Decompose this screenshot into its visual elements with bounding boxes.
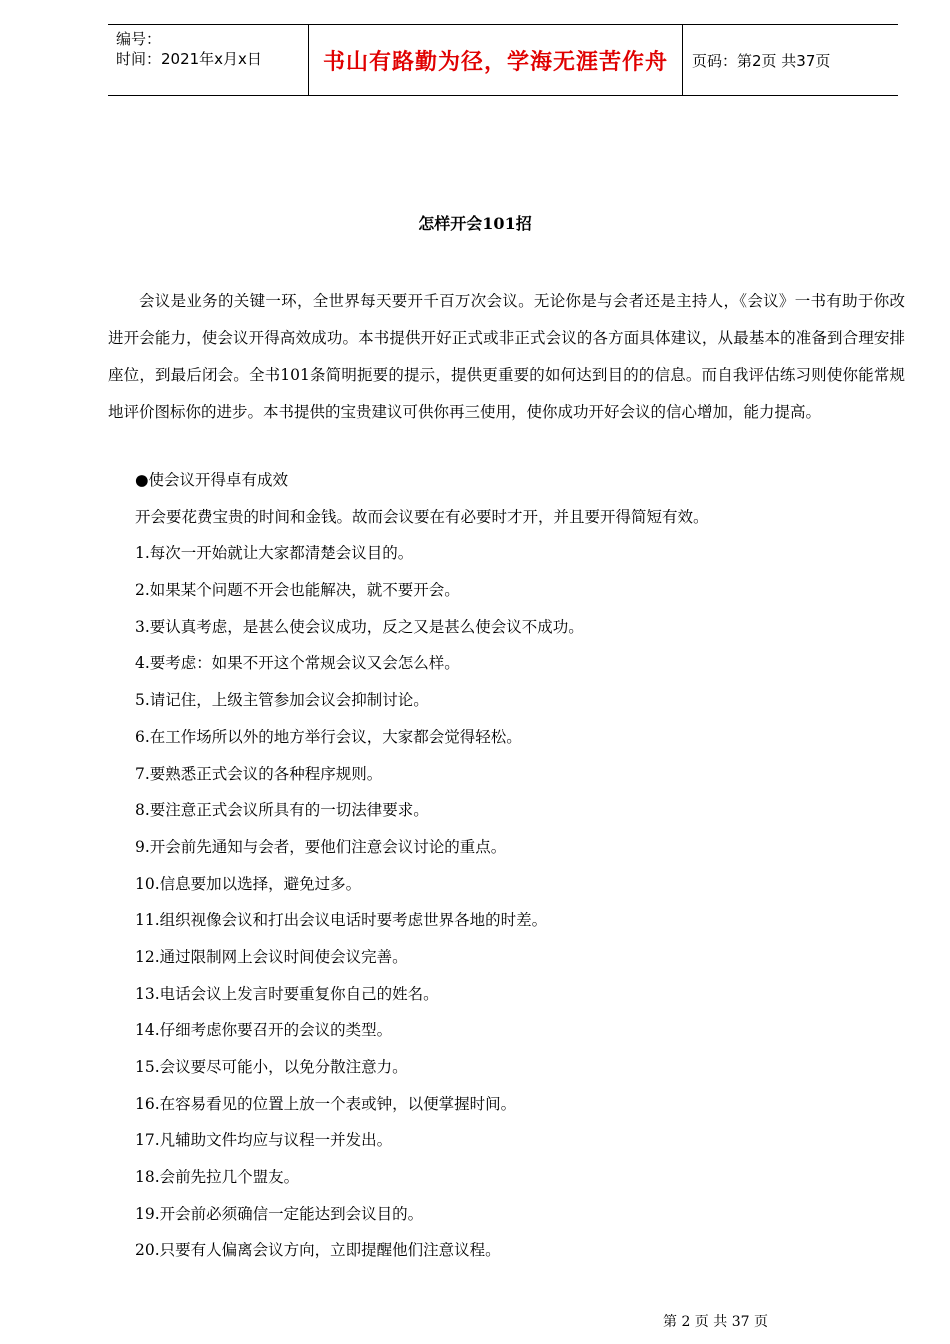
list-item: 2.如果某个问题不开会也能解决，就不要开会。 (135, 581, 460, 599)
list-item: 20.只要有人偏离会议方向，立即提醒他们注意议程。 (135, 1241, 501, 1259)
list-item: 1.每次一开始就让大家都清楚会议目的。 (135, 544, 414, 562)
section-heading: ●使会议开得卓有成效 (135, 471, 289, 489)
header-motto-cell (309, 25, 683, 95)
list-item: 5.请记住，上级主管参加会议会抑制讨论。 (135, 691, 429, 709)
list-item: 9.开会前先通知与会者，要他们注意会议讨论的重点。 (135, 838, 507, 856)
list-item: 3.要认真考虑，是甚么使会议成功，反之又是甚么使会议不成功。 (135, 618, 584, 636)
list-item: 7.要熟悉正式会议的各种程序规则。 (135, 765, 383, 783)
section-intro: 开会要花费宝贵的时间和金钱。故而会议要在有必要时才开，并且要开得简短有效。 (135, 508, 709, 526)
list-item: 19.开会前必须确信一定能达到会议目的。 (135, 1205, 424, 1223)
list-item: 13.电话会议上发言时要重复你自己的姓名。 (135, 985, 439, 1003)
list-item: 11.组织视像会议和打出会议电话时要考虑世界各地的时差。 (135, 911, 548, 929)
list-item: 14.仔细考虑你要召开的会议的类型。 (135, 1021, 393, 1039)
list-item: 18.会前先拉几个盟友。 (135, 1168, 300, 1186)
list-item: 16.在容易看见的位置上放一个表或钟，以便掌握时间。 (135, 1095, 517, 1113)
page-header (108, 24, 898, 96)
page-info-text: 页码：第2页 共37页 (692, 51, 831, 70)
header-page-info (683, 25, 898, 95)
list-item: 12.通过限制网上会议时间使会议完善。 (135, 948, 408, 966)
motto-text: 书山有路勤为径，学海无涯苦作舟 (322, 49, 668, 75)
list-item: 17.凡辅助文件均应与议程一并发出。 (135, 1131, 393, 1149)
header-meta (108, 25, 309, 95)
list-item: 6.在工作场所以外的地方举行会议，大家都会觉得轻松。 (135, 728, 522, 746)
page-footer: 第 2 页 共 37 页 (663, 1314, 768, 1330)
list-item: 4.要考虑：如果不开这个常规会议又会怎么样。 (135, 654, 460, 672)
number-label: 编号： (116, 30, 162, 48)
intro-paragraph: 会议是业务的关键一环，全世界每天要开千百万次会议。无论你是与会者还是主持人，《会议》一书有助于你改进开会能力，使会议开得高效成功。本书提供开好正式或非正式会议的各方面具体建议，从最基本的准备到合理安排座位，到最后闭会。全书101条简明扼要的提示，提供更重要的如何达到目的的信息。而自我评估练习则使你能常规地评价图标你的进步。本书提供的宝贵建议可供你再三使用，使你成功开好会议的信心增加，能力提高。 (108, 292, 905, 421)
time-label: 时间：2021年x月x日 (116, 50, 262, 68)
list-item: 15.会议要尽可能小，以免分散注意力。 (135, 1058, 408, 1076)
document-title: 怎样开会101招 (418, 214, 532, 233)
list-item: 10.信息要加以选择，避免过多。 (135, 875, 362, 893)
list-item: 8.要注意正式会议所具有的一切法律要求。 (135, 801, 429, 819)
